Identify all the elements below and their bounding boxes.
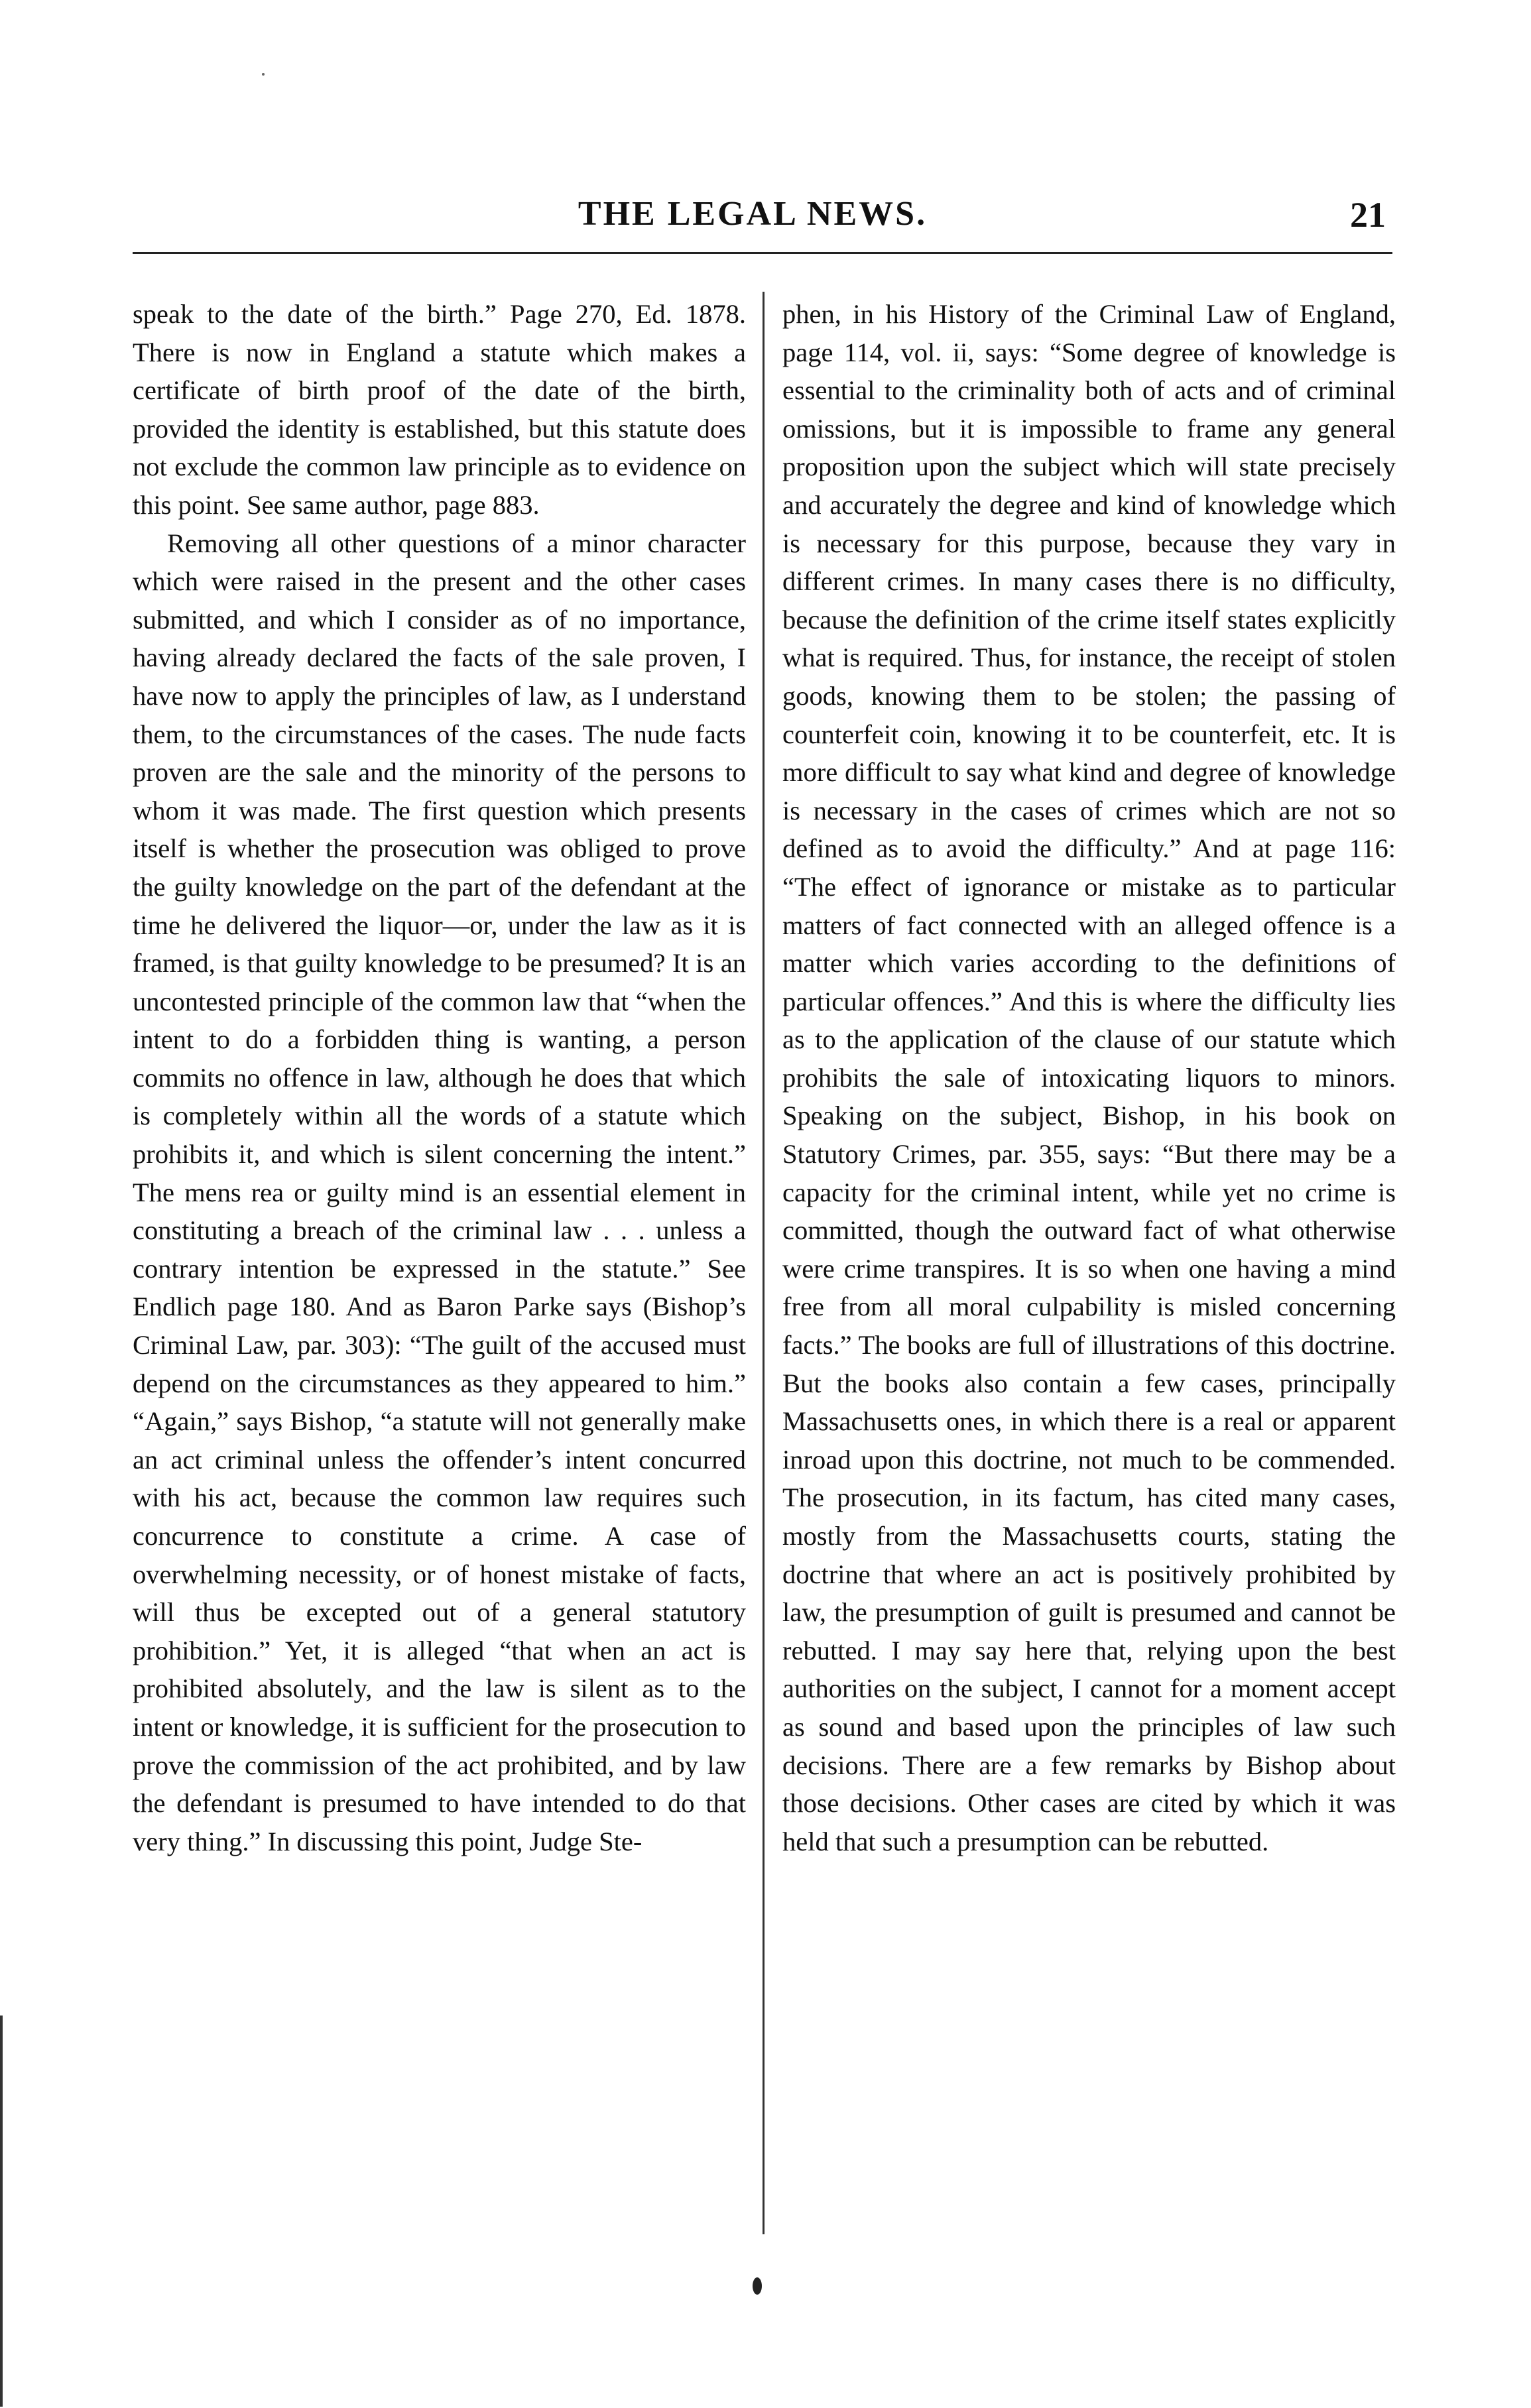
right-column xyxy=(782,295,1396,1860)
page-edge-shadow xyxy=(0,2016,3,2407)
left-paragraph-2: Removing all other questions of a minor character which were raised in the present and the other cases submitted, and which I consider as of no importance, having already declared the facts of the sale proven, I have now to apply the principles of law, as I understand them, to the circumstances of the cases. The nude facts proven are the sale and the minority of the persons to whom it was made. The first question which presents itself is whether the prosecution was obliged to prove the guilty knowledge on the part of the defendant at the time he delivered the liquor—or, under the law as it is framed, is that guilty knowledge to be presumed? It is an uncontested principle of the common law that “when the intent to do a forbidden thing is wanting, a person commits no offence in law, although he does that which is completely within all the words of a statute which prohibits it, and which is silent concerning the intent.” The mens rea or guilty mind is an essential element in constituting a breach of the criminal law . . . unless a contrary intention be expressed in the statute.” See Endlich page 180. And as Baron Parke says (Bishop’s Criminal Law, par. 303): “The guilt of the accused must depend on the circumstances as they appeared to him.” “Again,” says Bishop, “a statute will not generally make an act criminal unless the offender’s intent concurred with his act, because the common law requires such concurrence to constitute a crime. A case of overwhelming necessity, or of honest mistake of facts, will thus be excepted out of a general statutory prohibition.” Yet, it is alleged “that when an act is prohibited absolutely, and the law is silent as to the intent or knowledge, it is sufficient for the prosecution to prove the commission of the act prohibited, and by law the defendant is presumed to have intended to do that very thing.” In discussing this point, Judge Ste- xyxy=(133,528,746,1856)
footer-ornament xyxy=(753,2277,762,2295)
page-number: 21 xyxy=(1350,195,1386,235)
paper-speck xyxy=(262,73,265,76)
left-paragraph-1: speak to the date of the birth.” Page 270, Ed. 1878. There is now in England a statute which makes a certificate of birth proof of the date of the birth, provided the identity is established, but this statute does not exclude the common law principle as to evidence on this point. See same author, page 883. xyxy=(133,299,746,520)
header-rule xyxy=(133,252,1392,254)
journal-title: THE LEGAL NEWS. xyxy=(578,195,928,233)
right-paragraph-1: phen, in his History of the Criminal Law of England, page 114, vol. ii, says: “Some degree of knowledge is essential to the criminality both of acts and of criminal omissions, but it is impossible to frame any general proposition upon the subject which will state precisely and accurately the degree and kind of knowledge which is necessary for this purpose, because they vary in different crimes. In many cases there is no difficulty, because the definition of the crime itself states explicitly what is required. Thus, for instance, the receipt of stolen goods, knowing them to be stolen; the passing of counterfeit coin, knowing it to be counterfeit, etc. It is more difficult to say what kind and degree of knowledge is necessary in the cases of crimes which are not so defined as to avoid the difficulty.” And at page 116: “The effect of ignorance or mistake as to particular matters of fact connected with an alleged offence is a matter which varies according to the definitions of particular offences.” And this is where the difficulty lies as to the application of the clause of our statute which prohibits the sale of intoxicating liquors to minors. Speaking on the subject, Bishop, in his book on Statutory Crimes, par. 355, says: “But there may be a capacity for the criminal intent, while yet no crime is committed, though the outward fact of what otherwise were crime transpires. It is so when one having a mind free from all moral culpability is misled concerning facts.” The books are full of illustrations of this doctrine. But the books also contain a few cases, principally Massachusetts ones, in which there is a real or apparent inroad upon this doctrine, not much to be commended. The prosecution, in its factum, has cited many cases, mostly from the Massachusetts courts, stating the doctrine that where an act is positively prohibited by law, the presumption of guilt is presumed and cannot be rebutted. I may say here that, relying upon the best authorities on the subject, I cannot for a moment accept as sound and based upon the principles of law such decisions. There are a few remarks by Bishop about those decisions. Other cases are cited by which it was held that such a presumption can be rebutted. xyxy=(782,299,1396,1856)
left-column xyxy=(133,295,746,1860)
running-header xyxy=(113,189,1392,242)
column-divider xyxy=(763,292,765,2234)
